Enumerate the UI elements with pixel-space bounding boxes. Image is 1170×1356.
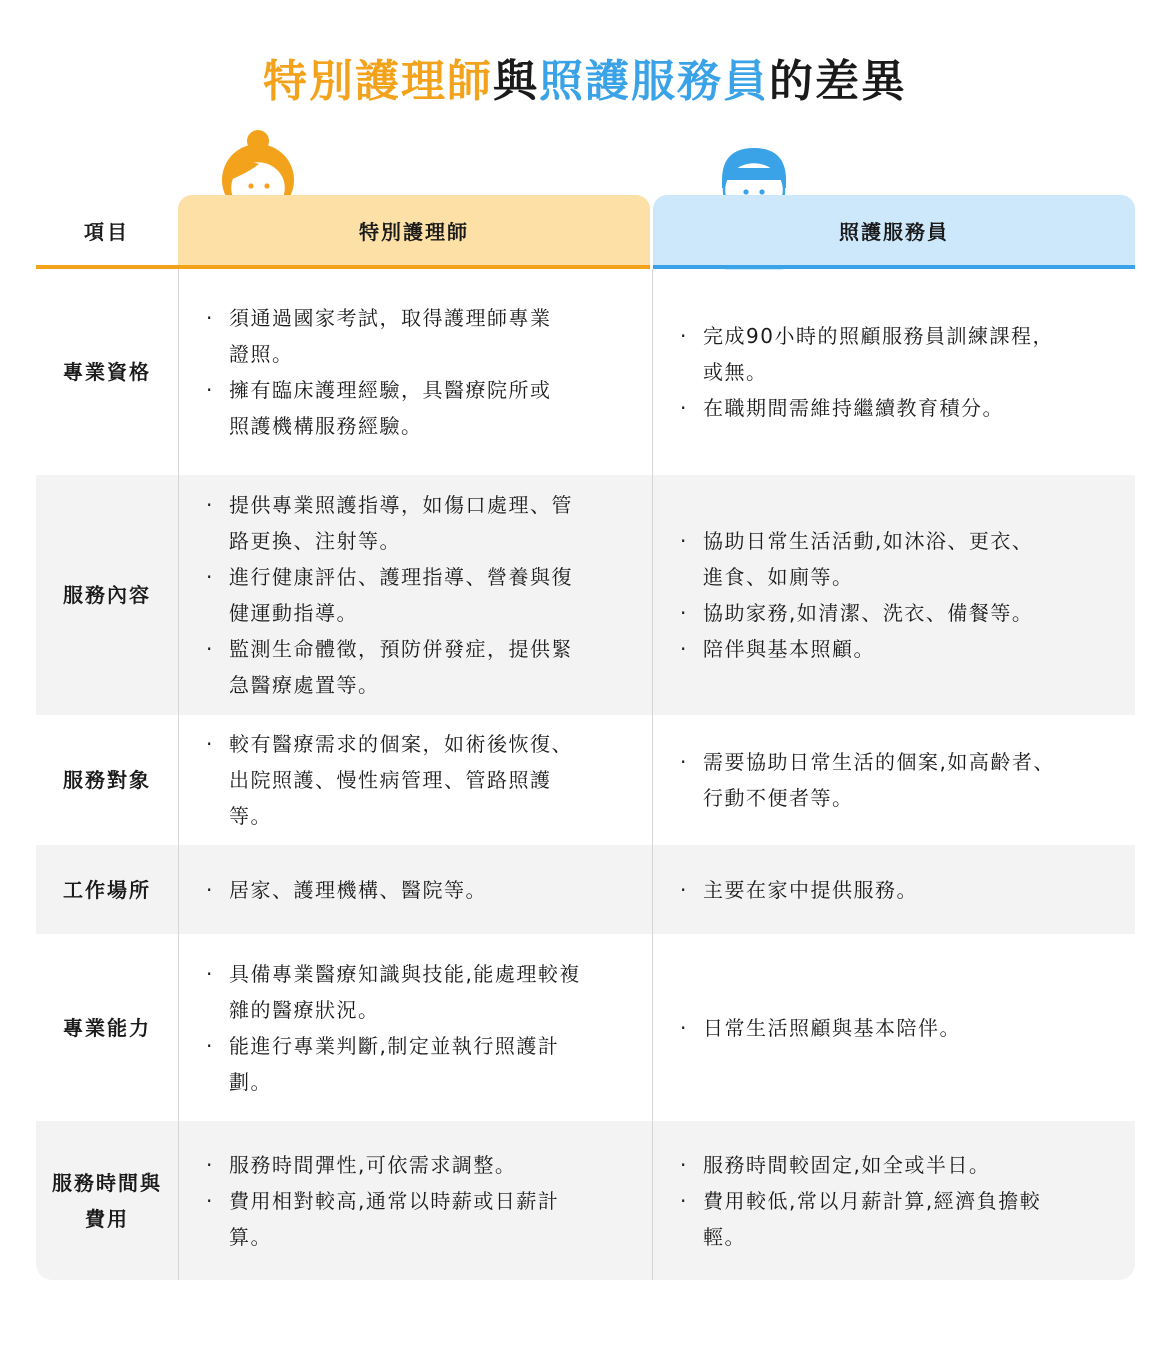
title-caregiver: 照護服務員	[539, 56, 769, 107]
list-item	[179, 726, 652, 834]
bullet-text: 或無。	[703, 360, 768, 384]
table-row	[36, 715, 1135, 845]
bullet-dot-icon: ·	[206, 1188, 214, 1213]
bullet-text: 進行健康評估、護理指導、營養與復	[229, 565, 573, 589]
list-item	[179, 1028, 652, 1100]
bullet-text: 出院照護、慢性病管理、管路照護	[229, 768, 552, 792]
list-item	[653, 1147, 1135, 1183]
row-item-text: 服務對象	[63, 768, 151, 792]
nurse-cell	[179, 845, 652, 934]
list-item	[179, 487, 652, 559]
bullet-text: 費用相對較高,通常以時薪或日薪計	[229, 1188, 560, 1213]
row-item-label	[36, 845, 178, 934]
bullet-text: 居家、護理機構、醫院等。	[229, 877, 487, 902]
bullet-dot-icon: ·	[680, 324, 688, 348]
list-item	[653, 523, 1135, 595]
row-item-text: 費用	[85, 1206, 129, 1231]
bullet-dot-icon: ·	[206, 378, 214, 402]
bullet-text: 主要在家中提供服務。	[703, 877, 918, 902]
bullet-dot-icon: ·	[680, 750, 688, 774]
bullet-text: 具備專業醫療知識與技能,能處理較複	[229, 961, 581, 986]
caregiver-bullet-list	[653, 1010, 1135, 1046]
bullet-text: 劃。	[229, 1069, 272, 1094]
caregiver-bullet-list	[653, 744, 1135, 816]
bullet-text: 提供專業照護指導，如傷口處理、管	[229, 493, 573, 517]
title-connector: 與	[493, 56, 539, 107]
bullet-text: 協助家務,如清潔、洗衣、備餐等。	[703, 601, 1034, 625]
list-item	[653, 595, 1135, 631]
bullet-text: 雜的醫療狀況。	[229, 997, 380, 1022]
header-caregiver-label: 照護服務員	[653, 195, 1135, 265]
list-item	[653, 744, 1135, 816]
list-item	[179, 1147, 652, 1183]
bullet-dot-icon: ·	[680, 601, 688, 625]
bullet-dot-icon: ·	[206, 493, 214, 517]
bullet-dot-icon: ·	[206, 565, 214, 589]
bullet-text: 服務時間較固定,如全或半日。	[703, 1152, 991, 1177]
row-item-label	[36, 475, 178, 715]
caregiver-cell	[653, 1121, 1135, 1280]
bullet-dot-icon: ·	[206, 877, 214, 902]
bullet-text: 行動不便者等。	[703, 786, 854, 810]
bullet-text: 服務時間彈性,可依需求調整。	[229, 1152, 517, 1177]
list-item	[653, 390, 1135, 426]
list-item	[179, 300, 652, 372]
row-item-text: 專業資格	[63, 360, 151, 384]
list-item	[653, 318, 1135, 390]
bullet-text: 協助日常生活活動,如沐浴、更衣、	[703, 529, 1034, 553]
bullet-text: 證照。	[229, 342, 294, 366]
table-row	[36, 475, 1135, 715]
bullet-text: 較有醫療需求的個案，如術後恢復、	[229, 732, 573, 756]
caregiver-cell	[653, 715, 1135, 845]
table-row	[36, 845, 1135, 934]
bullet-text: 完成90小時的照顧服務員訓練課程，	[703, 324, 1054, 348]
bullet-dot-icon: ·	[680, 637, 688, 661]
bullet-dot-icon: ·	[206, 637, 214, 661]
nurse-bullet-list	[179, 872, 652, 908]
bullet-dot-icon: ·	[206, 732, 214, 756]
table-row	[36, 269, 1135, 475]
nurse-bullet-list	[179, 956, 652, 1100]
list-item	[653, 1183, 1135, 1255]
bullet-text: 費用較低,常以月薪計算,經濟負擔較	[703, 1188, 1042, 1213]
bullet-dot-icon: ·	[680, 1015, 688, 1040]
bullet-text: 照護機構服務經驗。	[229, 414, 423, 438]
bullet-text: 在職期間需維持繼續教育積分。	[703, 396, 1004, 420]
nurse-cell	[179, 715, 652, 845]
nurse-bullet-list	[179, 300, 652, 444]
bullet-text: 路更換、注射等。	[229, 529, 401, 553]
caregiver-cell	[653, 269, 1135, 475]
bullet-dot-icon: ·	[680, 396, 688, 420]
list-item	[179, 559, 652, 631]
list-item	[179, 956, 652, 1028]
bullet-dot-icon: ·	[680, 1152, 688, 1177]
row-item-text: 服務時間與	[52, 1170, 162, 1195]
title-nurse: 特別護理師	[263, 56, 493, 107]
bullet-dot-icon: ·	[206, 961, 214, 986]
bullet-dot-icon: ·	[206, 1152, 214, 1177]
header-nurse-label: 特別護理師	[178, 195, 650, 265]
bullet-text: 健運動指導。	[229, 601, 358, 625]
bullet-text: 擁有臨床護理經驗，具醫療院所或	[229, 378, 552, 402]
bullet-text: 需要協助日常生活的個案,如高齡者、	[703, 750, 1055, 774]
caregiver-cell	[653, 934, 1135, 1121]
caregiver-cell	[653, 475, 1135, 715]
header-item-label: 項目	[84, 219, 130, 244]
row-item-text: 服務內容	[63, 583, 151, 607]
bullet-text: 等。	[229, 804, 272, 828]
table-header	[36, 195, 1135, 269]
row-item-label	[36, 1121, 178, 1280]
row-item-text: 專業能力	[63, 1015, 151, 1040]
nurse-cell	[179, 1121, 652, 1280]
bullet-dot-icon: ·	[206, 1033, 214, 1058]
list-item	[179, 1183, 652, 1255]
bullet-text: 須通過國家考試，取得護理師專業	[229, 306, 552, 330]
table-row	[36, 1121, 1135, 1280]
caregiver-bullet-list	[653, 1147, 1135, 1255]
bullet-dot-icon: ·	[680, 1188, 688, 1213]
nurse-cell	[179, 934, 652, 1121]
bullet-text: 日常生活照顧與基本陪伴。	[703, 1015, 961, 1040]
page-title	[0, 52, 1170, 112]
title-suffix: 的差異	[769, 56, 907, 107]
list-item	[179, 372, 652, 444]
caregiver-bullet-list	[653, 318, 1135, 426]
bullet-text: 急醫療處置等。	[229, 673, 380, 697]
list-item	[179, 872, 652, 908]
nurse-bullet-list	[179, 487, 652, 703]
comparison-table	[36, 269, 1135, 1280]
bullet-text: 監測生命體徵，預防併發症，提供緊	[229, 637, 573, 661]
bullet-text: 輕。	[703, 1224, 746, 1249]
bullet-text: 能進行專業判斷,制定並執行照護計	[229, 1033, 560, 1058]
bullet-text: 進食、如廁等。	[703, 565, 854, 589]
table-row	[36, 934, 1135, 1121]
nurse-cell	[179, 475, 652, 715]
bullet-text: 算。	[229, 1224, 272, 1249]
row-item-label	[36, 269, 178, 475]
caregiver-cell	[653, 845, 1135, 934]
list-item	[653, 1010, 1135, 1046]
row-item-label	[36, 715, 178, 845]
caregiver-bullet-list	[653, 872, 1135, 908]
list-item	[653, 872, 1135, 908]
bullet-dot-icon: ·	[680, 529, 688, 553]
nurse-bullet-list	[179, 726, 652, 834]
row-item-label	[36, 934, 178, 1121]
caregiver-bullet-list	[653, 523, 1135, 667]
nurse-cell	[179, 269, 652, 475]
list-item	[179, 631, 652, 703]
bullet-dot-icon: ·	[680, 877, 688, 902]
nurse-bullet-list	[179, 1147, 652, 1255]
bullet-dot-icon: ·	[206, 306, 214, 330]
bullet-text: 陪伴與基本照顧。	[703, 637, 875, 661]
list-item	[653, 631, 1135, 667]
row-item-text: 工作場所	[63, 877, 151, 902]
